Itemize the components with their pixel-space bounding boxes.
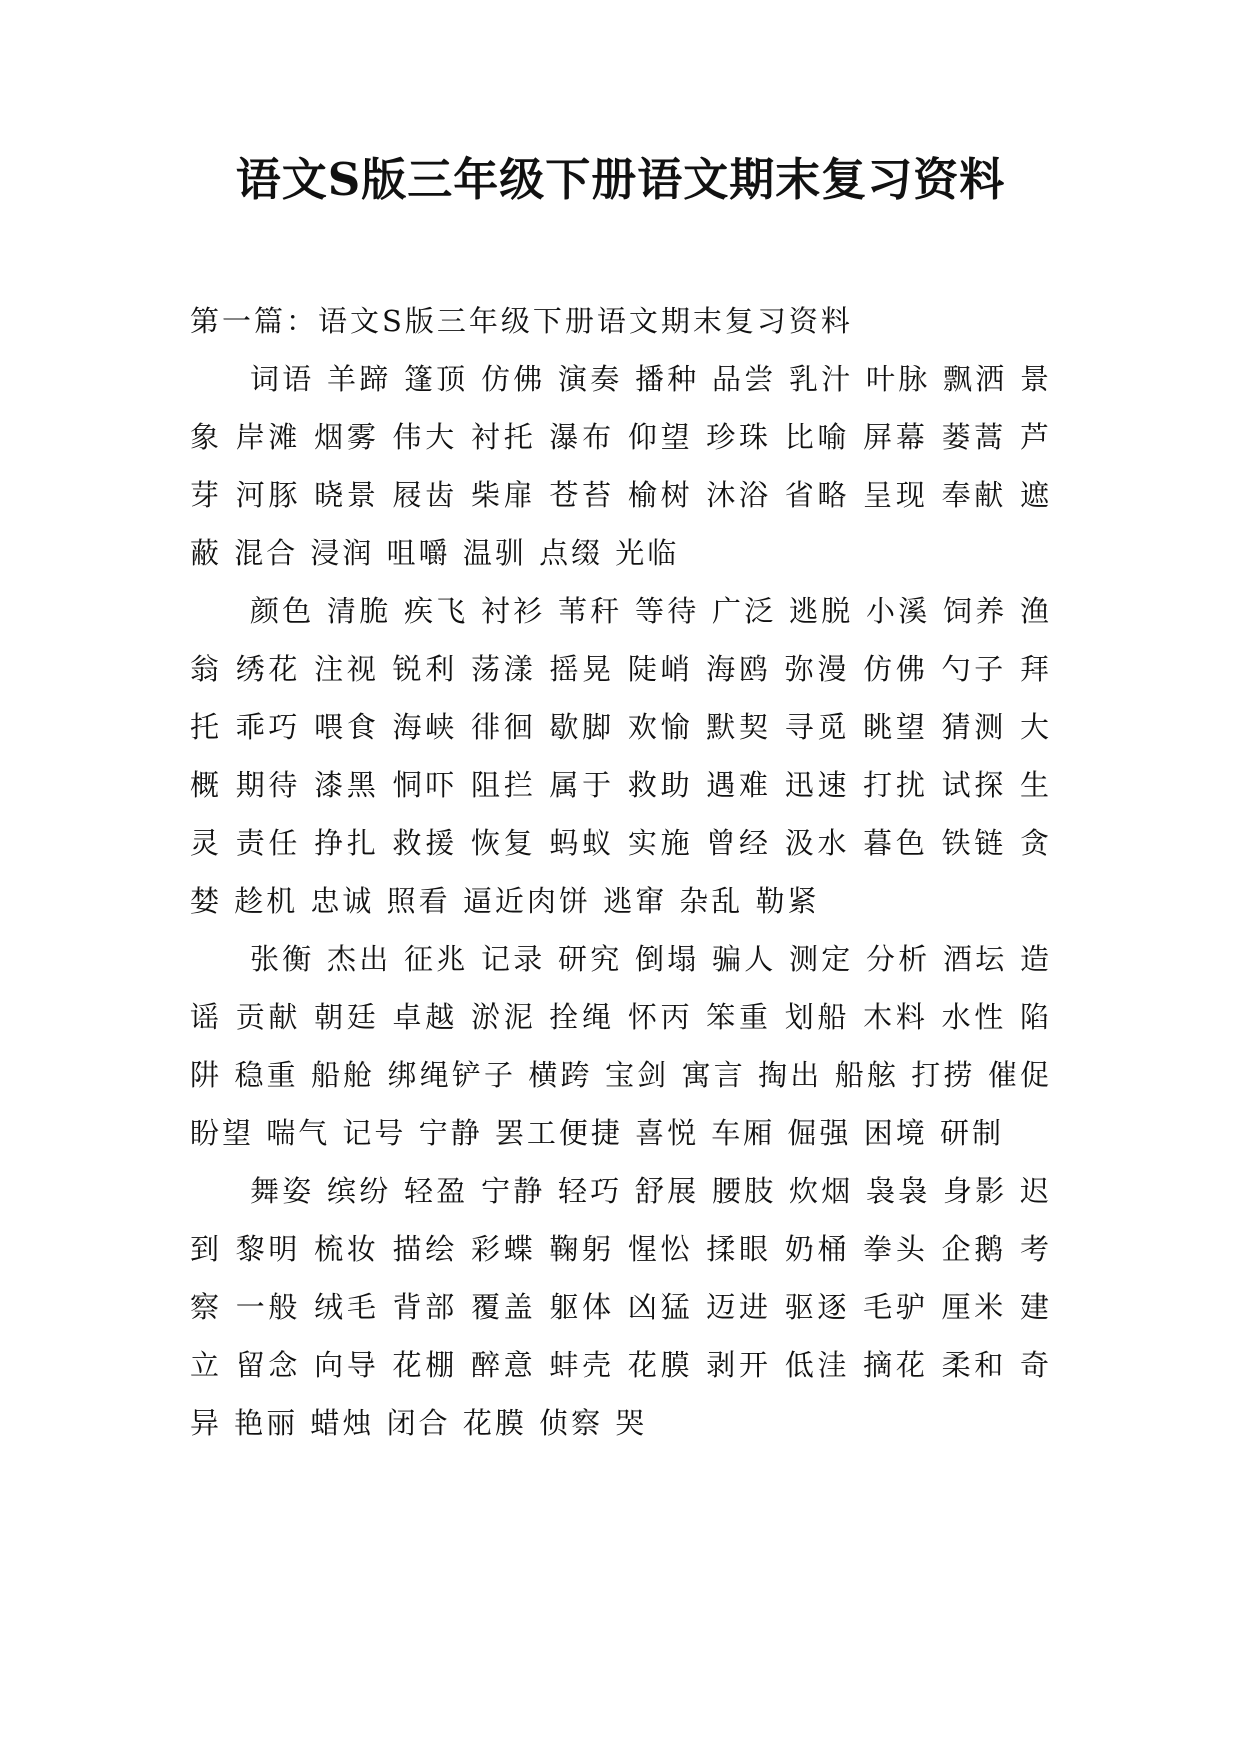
vocabulary-paragraph: 颜色 清脆 疾飞 衬衫 苇秆 等待 广泛 逃脱 小溪 饲养 渔翁 绣花 注视 锐利 荡漾 摇晃 陡峭 海鸥 弥漫 仿佛 勺子 拜托 乖巧 喂食 海峡 徘徊 歇脚 欢愉 默契 寻觅 眺望 猜测 大概 期待 漆黑 恫吓 阻拦 属于 救助 遇难 迅速 打扰 试探 生灵 责任 挣扎 救援 恢复 蚂蚁 实施 曾经 汲水 暮色 铁链 贪婪 趁机 忠诚 照看 逼近肉饼 逃窜 杂乱 勒紧 (190, 594, 1052, 918)
vocabulary-paragraph: 张衡 杰出 征兆 记录 研究 倒塌 骗人 测定 分析 酒坛 造谣 贡献 朝廷 卓越 淤泥 拴绳 怀丙 笨重 划船 木料 水性 陷阱 稳重 船舱 绑绳铲子 横跨 宝剑 寓言 掏出 船舷 打捞 催促 盼望 喘气 记号 宁静 罢工便捷 喜悦 车厢 倔强 困境 研制 (190, 942, 1052, 1150)
vocabulary-paragraph: 舞姿 缤纷 轻盈 宁静 轻巧 舒展 腰肢 炊烟 袅袅 身影 迟到 黎明 梳妆 描绘 彩蝶 鞠躬 惺忪 揉眼 奶桶 拳头 企鹅 考察 一般 绒毛 背部 覆盖 躯体 凶猛 迈进 驱逐 毛驴 厘米 建立 留念 向导 花棚 醉意 蚌壳 花膜 剥开 低洼 摘花 柔和 奇异 艳丽 蜡烛 闭合 花膜 侦察 哭 (190, 1174, 1052, 1440)
document-body (190, 292, 1052, 1452)
document-title: 语文S版三年级下册语文期末复习资料 (235, 153, 1006, 206)
vocabulary-paragraph: 词语 羊蹄 篷顶 仿佛 演奏 播种 品尝 乳汁 叶脉 飘洒 景象 岸滩 烟雾 伟大 衬托 瀑布 仰望 珍珠 比喻 屏幕 蒌蒿 芦芽 河豚 晓景 屐齿 柴扉 苍苔 榆树 沐浴 省略 呈现 奉献 遮蔽 混合 浸润 咀嚼 温驯 点缀 光临 (190, 362, 1052, 570)
section-heading: 第一篇：语文S版三年级下册语文期末复习资料 (190, 304, 853, 338)
